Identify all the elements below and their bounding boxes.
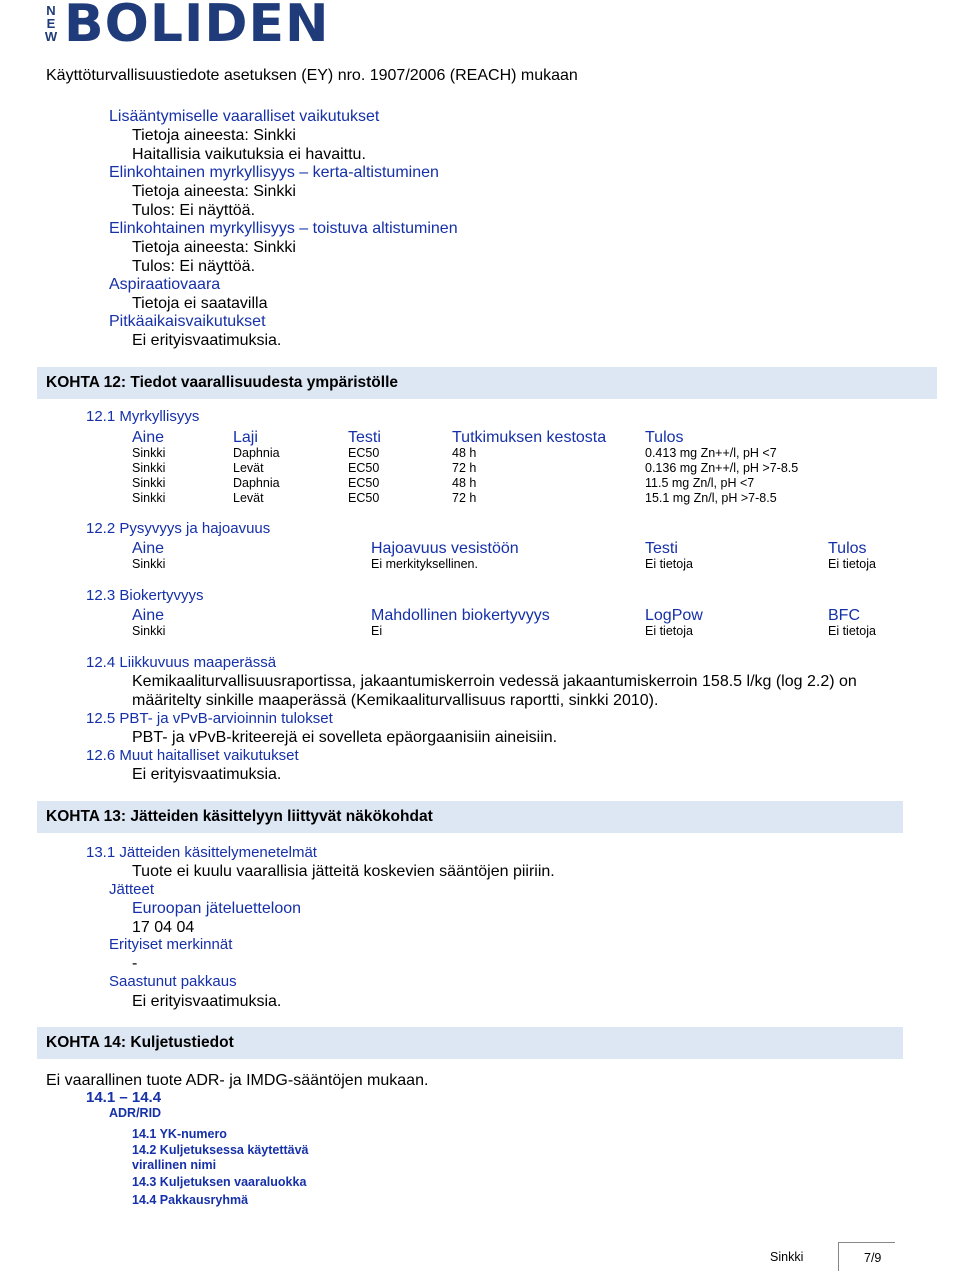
tox-header-duration: Tutkimuksen kestosta xyxy=(452,429,607,446)
tox-cell: 48 h xyxy=(452,446,477,460)
waste-title: Jätteet xyxy=(109,881,155,898)
section-13-heading: KOHTA 13: Jätteiden käsittelyyn liittyvät näkökohdat xyxy=(46,808,433,825)
tox-cell: 72 h xyxy=(452,491,477,505)
bio-cell: Ei tietoja xyxy=(645,624,693,638)
stot-repeated-line-2: Tulos: Ei näyttöä. xyxy=(132,258,256,275)
tox-header-substance: Aine xyxy=(132,429,165,446)
repro-line-2: Haitallisia vaikutuksia ei havaittu. xyxy=(132,146,366,163)
waste-methods-line-1: Tuote ei kuulu vaarallisia jätteitä koskevien sääntöjen piiriin. xyxy=(132,863,555,880)
tox-cell: EC50 xyxy=(348,491,380,505)
pers-cell: Sinkki xyxy=(132,557,166,571)
bio-cell: Ei tietoja xyxy=(828,624,876,638)
section-12-heading-bar xyxy=(37,367,937,399)
other-effects-line-1: Ei erityisvaatimuksia. xyxy=(132,766,282,783)
section-14-heading-bar xyxy=(37,1027,903,1059)
tox-cell: Sinkki xyxy=(132,476,166,490)
tox-cell: Levät xyxy=(233,491,264,505)
tox-cell: 15.1 mg Zn/l, pH >7-8.5 xyxy=(645,491,777,505)
tox-cell: 0.413 mg Zn++/l, pH <7 xyxy=(645,446,777,460)
contaminated-packaging-title: Saastunut pakkaus xyxy=(109,973,237,990)
logo-wordmark: BOLIDEN xyxy=(64,0,330,54)
pers-header-substance: Aine xyxy=(132,540,165,557)
section-14-heading: KOHTA 14: Kuljetustiedot xyxy=(46,1034,234,1051)
bio-header-potential: Mahdollinen biokertyvyys xyxy=(371,607,550,624)
tox-header-test: Testi xyxy=(348,429,381,446)
other-effects-title: 12.6 Muut haitalliset vaikutukset xyxy=(86,747,299,764)
page-number: 7/9 xyxy=(864,1251,882,1265)
stot-repeated-title: Elinkohtainen myrkyllisyys – toistuva altistuminen xyxy=(109,220,458,237)
transport-item: 14.3 Kuljetuksen vaaraluokka xyxy=(132,1175,307,1189)
transport-item: virallinen nimi xyxy=(132,1158,217,1172)
tox-cell: 48 h xyxy=(452,476,477,490)
pers-cell: Ei tietoja xyxy=(645,557,693,571)
stot-single-title: Elinkohtainen myrkyllisyys – kerta-altistuminen xyxy=(109,164,439,181)
tox-cell: EC50 xyxy=(348,476,380,490)
pbt-title: 12.5 PBT- ja vPvB-arvioinnin tulokset xyxy=(86,710,333,727)
waste-line-1: Euroopan jäteluetteloon xyxy=(132,900,302,917)
tox-cell: Daphnia xyxy=(233,446,280,460)
bio-header-substance: Aine xyxy=(132,607,165,624)
logo-new-text: NEW xyxy=(44,3,58,44)
tox-cell: Daphnia xyxy=(233,476,280,490)
special-markings-title: Erityiset merkinnät xyxy=(109,936,233,953)
waste-code: 17 04 04 xyxy=(132,919,195,936)
pers-cell: Ei merkityksellinen. xyxy=(371,557,478,571)
aspiration-line-1: Tietoja ei saatavilla xyxy=(132,295,268,312)
tox-cell: Sinkki xyxy=(132,491,166,505)
tox-cell: 11.5 mg Zn/l, pH <7 xyxy=(645,476,755,490)
waste-methods-title: 13.1 Jätteiden käsittelymenetelmät xyxy=(86,844,317,861)
repro-line-1: Tietoja aineesta: Sinkki xyxy=(132,127,296,144)
tox-cell: Sinkki xyxy=(132,446,166,460)
transport-range-title: 14.1 – 14.4 xyxy=(86,1089,162,1106)
footer-substance: Sinkki xyxy=(770,1250,804,1264)
mobility-title: 12.4 Liikkuvuus maaperässä xyxy=(86,654,277,671)
stot-single-line-2: Tulos: Ei näyttöä. xyxy=(132,202,256,219)
toxicity-title: 12.1 Myrkyllisyys xyxy=(86,408,200,425)
bio-header-bfc: BFC xyxy=(828,607,860,624)
page-number-box xyxy=(838,1242,895,1271)
tox-cell: EC50 xyxy=(348,461,380,475)
mobility-line-1: Kemikaaliturvallisuusraportissa, jakaantumiskerroin vedessä jakaantumiskerroin 158.5 l/kg (log 2.2) on xyxy=(132,673,857,690)
chronic-title: Pitkäaikaisvaikutukset xyxy=(109,313,266,330)
tox-cell: 0.136 mg Zn++/l, pH >7-8.5 xyxy=(645,461,799,475)
adr-rid-label: ADR/RID xyxy=(109,1106,162,1120)
tox-cell: Levät xyxy=(233,461,264,475)
tox-header-species: Laji xyxy=(233,429,258,446)
section-12-heading: KOHTA 12: Tiedot vaarallisuudesta ympäristölle xyxy=(46,374,399,391)
persistence-title: 12.2 Pysyvyys ja hajoavuus xyxy=(86,520,271,537)
transport-item: 14.2 Kuljetuksessa käytettävä xyxy=(132,1143,309,1157)
bioaccumulation-title: 12.3 Biokertyvyys xyxy=(86,587,204,604)
mobility-line-2: määritelty sinkille maaperässä (Kemikaaliturvallisuus raportti, sinkki 2010). xyxy=(132,692,659,709)
stot-repeated-line-1: Tietoja aineesta: Sinkki xyxy=(132,239,296,256)
tox-cell: EC50 xyxy=(348,446,380,460)
regulation-line: Käyttöturvallisuustiedote asetuksen (EY) nro. 1907/2006 (REACH) mukaan xyxy=(46,67,578,84)
stot-single-line-1: Tietoja aineesta: Sinkki xyxy=(132,183,296,200)
bio-cell: Ei xyxy=(371,624,383,638)
chronic-line-1: Ei erityisvaatimuksia. xyxy=(132,332,282,349)
boliden-logo xyxy=(44,0,330,54)
special-markings-line-1: - xyxy=(132,955,138,972)
bio-cell: Sinkki xyxy=(132,624,166,638)
bio-header-logpow: LogPow xyxy=(645,607,703,624)
pers-cell: Ei tietoja xyxy=(828,557,876,571)
pers-header-test: Testi xyxy=(645,540,678,557)
pers-header-degradability: Hajoavuus vesistöön xyxy=(371,540,519,557)
tox-cell: 72 h xyxy=(452,461,477,475)
transport-item: 14.1 YK-numero xyxy=(132,1127,227,1141)
pbt-line-1: PBT- ja vPvB-kriteerejä ei sovelleta epäorgaanisiin aineisiin. xyxy=(132,729,558,746)
tox-cell: Sinkki xyxy=(132,461,166,475)
section-13-heading-bar xyxy=(37,801,903,833)
pers-header-result: Tulos xyxy=(828,540,867,557)
tox-header-result: Tulos xyxy=(645,429,684,446)
transport-intro: Ei vaarallinen tuote ADR- ja IMDG-sääntöjen mukaan. xyxy=(46,1072,429,1089)
contaminated-packaging-line-1: Ei erityisvaatimuksia. xyxy=(132,993,282,1010)
transport-item: 14.4 Pakkausryhmä xyxy=(132,1193,249,1207)
aspiration-title: Aspiraatiovaara xyxy=(109,276,221,293)
repro-title: Lisääntymiselle vaaralliset vaikutukset xyxy=(109,108,380,125)
